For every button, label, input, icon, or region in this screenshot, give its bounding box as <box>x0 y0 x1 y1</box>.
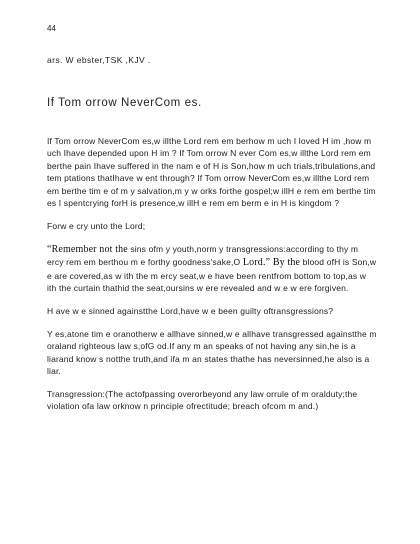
paragraph-text: Y es,atone tim e oranotherw e allhave sinned,w e allhave transgressed againstthe m oraland righteous law s,ofG od.If any m an speaks of not having any sin,he is a liarand know s notthe truth,and ifa m an states thathe has neversinned,he also is a liar. <box>47 328 377 377</box>
paragraph <box>47 135 377 209</box>
paragraph <box>47 305 377 317</box>
paragraph-text: sins ofm y youth,norm y transgressions:according to thy m ercy rem em berthou m e forthy goodness'sake,O <box>47 243 359 268</box>
body-text <box>47 135 377 423</box>
bible-abbreviations: ars. W ebster,TSK ,KJV . <box>47 55 151 65</box>
chapter-title: If Tom orrow NeverCom es. <box>47 97 202 109</box>
paragraph <box>47 328 377 378</box>
scripture-lead: “Remember not the <box>47 243 128 255</box>
paragraph-text: Forw e cry unto the Lord; <box>47 220 146 231</box>
paragraph-text: If Tom orrow NeverCom es,w illthe Lord rem em berhow m uch I loved H im ,how m uch Ihave depended upon H im ? If Tom orrow N ever Com es,w illthe Lord rem em berthe pain Ihave suffered in the nam e of H is Son,how m uch trials,tribulations,and tem ptations thatIhave w ent through? If Tom orrow NeverCom es,w illthe Lord rem em berthe tim e of m y salvation,m y w orks forthe gospel;w illH e rem em berthe tim es I spentcrying forH is presence,w illH e rem em berm e in H is kingdom ? <box>47 136 376 209</box>
paragraph <box>47 220 377 232</box>
paragraph-text: blood ofH is Son,w e are covered,as w ith the m ercy seat,w e have been rentfrom bottom to top,as w ith the curtain thathid the seat,oursins w ere revealed and w e w ere forgiven. <box>47 257 377 294</box>
paragraph-text: H ave w e sinned againstthe Lord,have w e been guilty oftransgressions? <box>47 305 334 316</box>
scripture-lead: Lord.” By the <box>240 257 301 269</box>
paragraph-scripture <box>47 243 377 295</box>
paragraph-text: Transgression:(The actofpassing overorbeyond any law orrule of m oralduty;the violation ofa law orknow n principle ofrectitude; breach ofcom m and.) <box>47 389 358 412</box>
paragraph <box>47 388 377 413</box>
page-number: 44 <box>47 24 56 33</box>
